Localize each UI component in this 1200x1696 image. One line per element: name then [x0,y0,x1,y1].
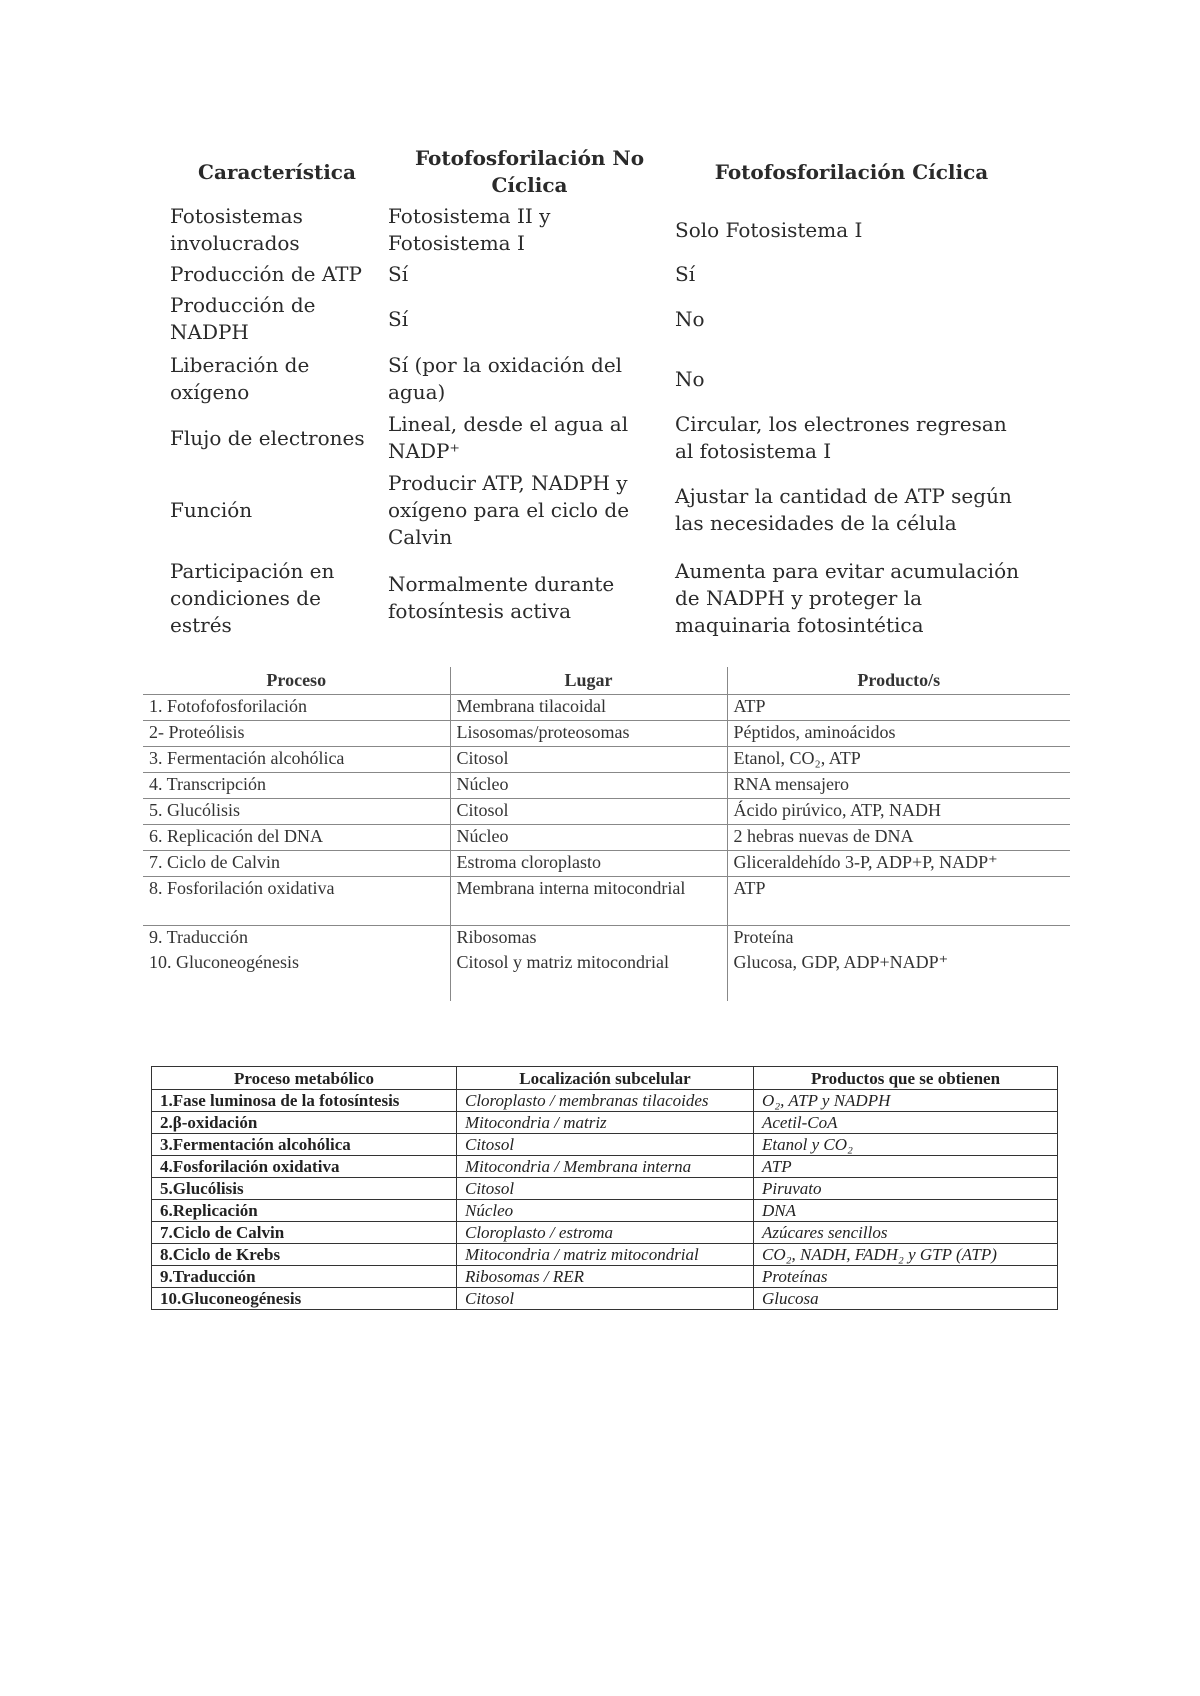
table-cell: Citosol [457,1178,754,1200]
table-cell: Glucosa [754,1288,1058,1310]
table-row [152,1222,1058,1244]
table-cell: Flujo de electrones [170,425,365,450]
table-cell: Citosol [450,747,727,773]
table-row [168,348,1030,410]
table-cell: Proteína [733,927,794,947]
table-row [168,410,1030,466]
table-cell: Lisosomas/proteosomas [450,721,727,747]
table-row [152,1244,1058,1266]
table-cell: Lineal, desde el agua al NADP⁺ [388,412,629,463]
table-cell: ATP [727,695,1070,721]
table-cell: O₂, ATP y NADPH [754,1090,1058,1112]
table-cell: Etanol y CO₂ [754,1134,1058,1156]
photophosphorylation-comparison-table [168,143,1030,642]
table-cell: ATP [754,1156,1058,1178]
table-cell: Aumenta para evitar acumulación de NADPH y proteger la maquinaria fotosintética [675,558,1019,637]
table-cell: DNA [754,1200,1058,1222]
table-cell: Producir ATP, NADPH y oxígeno para el ciclo de Calvin [388,470,630,549]
table-cell: 5. Glucólisis [143,799,450,825]
table-cell: Sí [388,262,409,286]
table-cell: 6.Replicación [152,1200,457,1222]
column-header: Fotofosforilación Cíclica [714,159,989,184]
table-row [152,1134,1058,1156]
table-row [143,773,1070,799]
table-cell: Cloroplasto / estroma [457,1222,754,1244]
table-cell: Citosol [457,1134,754,1156]
table-cell: Ajustar la cantidad de ATP según las necesidades de la célula [675,484,1012,535]
table-row [143,721,1070,747]
table-cell: 5.Glucólisis [152,1178,457,1200]
table-cell: Núcleo [450,773,727,799]
table-cell: Mitocondria / Membrana interna [457,1156,754,1178]
table-row [168,259,1030,290]
table-cell: Fotosistema II y Fotosistema I [388,204,551,255]
table-cell: 4.Fosforilación oxidativa [152,1156,457,1178]
table-header-row [152,1067,1058,1090]
table-cell: Citosol [450,799,727,825]
table-cell: 2 hebras nuevas de DNA [727,825,1070,851]
table-cell: ATP [727,877,1070,926]
table-cell: Membrana tilacoidal [450,695,727,721]
column-header: Producto/s [727,667,1070,695]
column-header: Proceso metabólico [152,1067,457,1090]
table-cell: No [675,306,705,331]
table-cell: Circular, los electrones regresan al fotosistema I [675,412,1007,463]
table-cell: Cloroplasto / membranas tilacoides [457,1090,754,1112]
table-row [168,290,1030,348]
table-cell: 3. Fermentación alcohólica [143,747,450,773]
table-cell: Mitocondria / matriz mitocondrial [457,1244,754,1266]
table-row [152,1090,1058,1112]
table-cell: 3.Fermentación alcohólica [152,1134,457,1156]
table-cell: 7.Ciclo de Calvin [152,1222,457,1244]
table-row [152,1178,1058,1200]
table-row [152,1156,1058,1178]
column-header: Lugar [450,667,727,695]
table-cell: Sí [388,306,409,331]
table-row [143,926,1070,952]
table-cell: 8. Fosforilación oxidativa [143,877,450,926]
table-row [143,747,1070,773]
table-cell: Núcleo [450,825,727,851]
process-location-product-table [143,667,1070,1001]
table-row [152,1112,1058,1134]
table-cell: 10. Gluconeogénesis [143,951,450,1001]
table-cell: Mitocondria / matriz [457,1112,754,1134]
table-cell: Ribosomas / RER [457,1266,754,1288]
table-cell: Estroma cloroplasto [450,851,727,877]
table-cell: 1. Fotofofosforilación [143,695,450,721]
table-cell: Sí [675,262,696,286]
table-cell: Solo Fotosistema I [675,217,863,242]
table-row [143,825,1070,851]
table-cell: Acetil-CoA [754,1112,1058,1134]
table-cell: Citosol y matriz mitocondrial [450,951,727,1001]
table-cell: 1.Fase luminosa de la fotosíntesis [152,1090,457,1112]
column-header: Fotofosforilación No Cíclica [414,146,645,197]
table-cell: RNA mensajero [727,773,1070,799]
table-cell: Citosol [457,1288,754,1310]
table-header-row [168,143,1030,201]
table-row [143,799,1070,825]
table-cell: Producción de NADPH [170,293,316,344]
table-row [152,1288,1058,1310]
table-cell: 7. Ciclo de Calvin [143,851,450,877]
table-row [152,1200,1058,1222]
table-row [143,951,1070,1001]
table-row [143,695,1070,721]
table-cell: Etanol, CO₂, ATP [727,747,1070,773]
table-cell: 9.Traducción [152,1266,457,1288]
column-header: Productos que se obtienen [754,1067,1058,1090]
column-header: Característica [198,159,356,184]
table-cell: Péptidos, aminoácidos [727,721,1070,747]
table-cell: Azúcares sencillos [754,1222,1058,1244]
table-cell: No [675,366,705,391]
table-cell: 9. Traducción [143,926,450,952]
table-row [168,201,1030,259]
metabolic-process-table [151,1066,1058,1310]
table-cell: Liberación de oxígeno [170,353,310,404]
table-row [168,554,1030,642]
table-row [152,1266,1058,1288]
table-row [143,877,1070,926]
table-cell: Producción de ATP [170,262,362,286]
table-cell: Sí (por la oxidación del agua) [388,353,623,404]
column-header: Localización subcelular [457,1067,754,1090]
table-cell: Ribosomas [450,926,727,952]
table-cell: Función [170,497,253,522]
table-cell: 6. Replicación del DNA [143,825,450,851]
table-cell: Fotosistemas involucrados [170,204,303,255]
table-header-row [143,667,1070,695]
table-cell: Piruvato [754,1178,1058,1200]
table-cell: 8.Ciclo de Krebs [152,1244,457,1266]
table-cell: 2- Proteólisis [143,721,450,747]
column-header: Proceso [143,667,450,695]
table-cell: 4. Transcripción [143,773,450,799]
table-cell: Gliceraldehído 3-P, ADP+P, NADP⁺ [727,851,1070,877]
table-cell: Proteínas [754,1266,1058,1288]
table-row [168,466,1030,554]
table-row [143,851,1070,877]
table-cell: Membrana interna mitocondrial [450,877,727,926]
table-cell: Normalmente durante fotosíntesis activa [388,572,615,623]
table-cell: 10.Gluconeogénesis [152,1288,457,1310]
table-cell: Participación en condiciones de estrés [170,558,335,637]
table-cell: CO₂, NADH, FADH₂ y GTP (ATP) [754,1244,1058,1266]
table-cell: 2.β-oxidación [152,1112,457,1134]
table-cell: Núcleo [457,1200,754,1222]
table-cell: Ácido pirúvico, ATP, NADH [727,799,1070,825]
table-cell: Glucosa, GDP, ADP+NADP⁺ [733,952,949,972]
